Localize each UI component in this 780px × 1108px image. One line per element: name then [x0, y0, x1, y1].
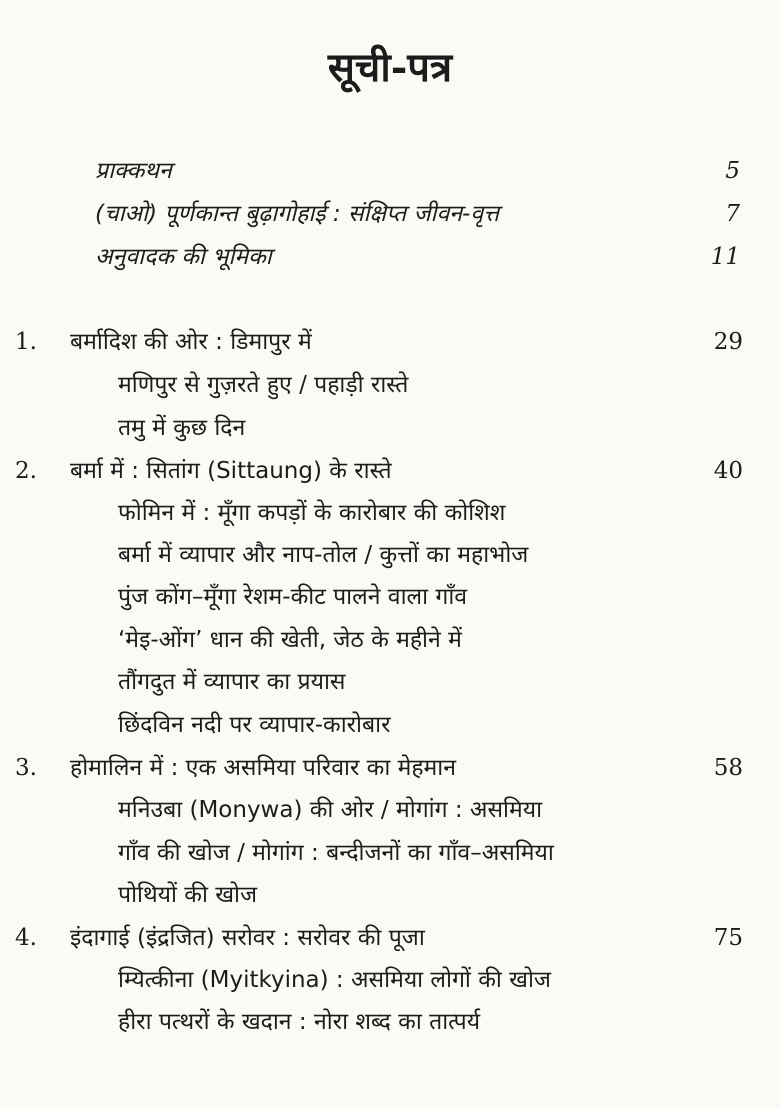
entry-page: 5 — [725, 158, 740, 184]
chapter-page: 75 — [713, 925, 743, 951]
chapter-title: होमालिन में : एक असमिया परिवार का मेहमान — [70, 755, 457, 781]
chapter-number: 1. — [15, 329, 37, 355]
chapter-entry — [15, 747, 743, 789]
subentry: हीरा पत्थरों के खदान : नोरा शब्द का तात्पर्य — [118, 1009, 481, 1035]
subentry: पोथियों की खोज — [118, 882, 258, 908]
subentry: मणिपुर से गुज़रते हुए / पहाड़ी रास्ते — [118, 372, 409, 398]
entry-title: (चाओ) पूर्णकान्त बुढ़ागोहाई : संक्षिप्त जीवन-वृत्त — [95, 201, 500, 227]
subentry: पुंज कोंग–मूँगा रेशम-कीट पालने वाला गाँव — [118, 584, 468, 610]
chapter-entry — [15, 917, 743, 959]
toc-entry — [95, 236, 740, 278]
chapter-page: 58 — [713, 755, 743, 781]
entry-page: 7 — [725, 201, 740, 227]
chapter-title: इंदागाई (इंद्रजित) सरोवर : सरोवर की पूजा — [70, 925, 425, 951]
toc-entry — [95, 150, 740, 192]
subentry: बर्मा में व्यापार और नाप-तोल / कुत्तों का महाभोज — [118, 542, 529, 568]
chapter-entry — [15, 321, 743, 363]
chapter-number: 3. — [15, 755, 37, 781]
subentry: तौंगदुत में व्यापार का प्रयास — [118, 669, 346, 695]
chapter-page: 40 — [713, 458, 743, 484]
subentry: मनिउबा (Monywa) की ओर / मोगांग : असमिया — [118, 797, 543, 823]
toc-entry — [95, 193, 740, 235]
chapter-number: 2. — [15, 458, 37, 484]
subentry: छिंदविन नदी पर व्यापार-कारोबार — [118, 712, 391, 738]
subentry: तमु में कुछ दिन — [118, 415, 246, 441]
chapter-title: बर्मादिश की ओर : डिमापुर में — [70, 329, 312, 355]
chapter-title: बर्मा में : सितांग (Sittaung) के रास्ते — [70, 458, 392, 484]
subentry: म्यित्कीना (Myitkyina) : असमिया लोगों की खोज — [118, 967, 551, 993]
page-title: सूची-पत्र — [327, 44, 453, 91]
chapter-page: 29 — [713, 329, 743, 355]
chapter-number: 4. — [15, 925, 37, 951]
entry-title: अनुवादक की भूमिका — [95, 244, 272, 270]
subentry: फोमिन में : मूँगा कपड़ों के कारोबार की कोशिश — [118, 500, 506, 526]
entry-page: 11 — [710, 244, 740, 270]
subentry: गाँव की खोज / मोगांग : बन्दीजनों का गाँव–असमिया — [118, 840, 554, 866]
subentry: ‘मेइ-ओंग’ धान की खेती, जेठ के महीने में — [118, 627, 462, 653]
chapter-entry — [15, 450, 743, 492]
entry-title: प्राक्कथन — [95, 158, 172, 184]
